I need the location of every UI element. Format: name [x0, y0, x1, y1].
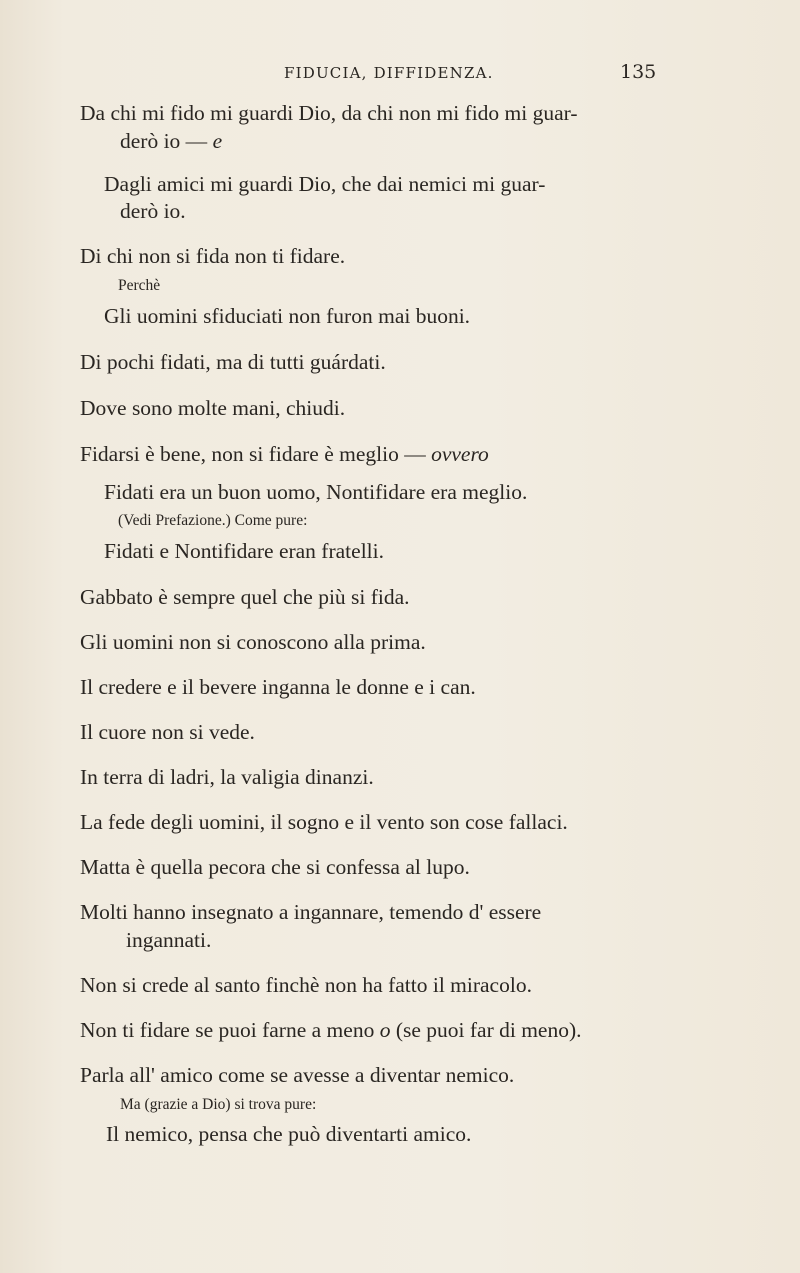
editorial-note: Perchè: [118, 277, 161, 294]
proverb-text: Non ti fidare se puoi farne a meno: [80, 1018, 380, 1042]
proverb-line: Non si crede al santo finchè non ha fatto il miracolo.: [80, 973, 532, 997]
proverb-text: Fidarsi è bene, non si fidare è meglio —: [80, 442, 432, 466]
proverb-line: In terra di ladri, la valigia dinanzi.: [80, 765, 374, 789]
proverb-line: La fede degli uomini, il sogno e il vento son cose fallaci.: [80, 810, 568, 834]
running-header: [0, 61, 800, 88]
connector-word: ovvero: [431, 442, 489, 466]
proverb-line: Dagli amici mi guardi Dio, che dai nemici mi guar-: [104, 172, 546, 196]
proverb-text: (se puoi far di meno).: [390, 1018, 582, 1042]
proverb-line: Parla all' amico come se avesse a diventar nemico.: [80, 1063, 515, 1087]
proverb-line: Fidati e Nontifidare eran fratelli.: [104, 539, 384, 563]
proverb-line: Gli uomini non si conoscono alla prima.: [80, 630, 426, 654]
proverb-line: [120, 129, 222, 154]
page-number: 135: [620, 61, 657, 83]
proverb-line: Matta è quella pecora che si confessa al lupo.: [80, 855, 470, 879]
header-title: FIDUCIA, DIFFIDENZA.: [284, 64, 494, 82]
proverb-line: Dove sono molte mani, chiudi.: [80, 396, 346, 420]
proverb-line: Di pochi fidati, ma di tutti guárdati.: [80, 350, 386, 374]
proverb-line: Il cuore non si vede.: [80, 720, 255, 744]
proverb-line: Molti hanno insegnato a ingannare, temendo d' essere: [80, 900, 542, 924]
editorial-note: Ma (grazie a Dio) si trova pure:: [120, 1096, 317, 1113]
proverb-line: derò io.: [120, 199, 186, 223]
proverb-line: Gabbato è sempre quel che più si fida.: [80, 585, 410, 609]
proverb-line: [80, 442, 489, 467]
proverb-line: Di chi non si fida non ti fidare.: [80, 244, 346, 268]
connector-word: o: [379, 1018, 391, 1042]
proverb-line: Il credere e il bevere inganna le donne e i can.: [80, 675, 476, 699]
proverb-line: Il nemico, pensa che può diventarti amico.: [106, 1122, 472, 1146]
proverb-line: Fidati era un buon uomo, Nontifidare era meglio.: [104, 480, 528, 504]
proverb-line: [80, 1018, 582, 1043]
proverb-line: ingannati.: [126, 928, 212, 952]
connector-word: e: [212, 129, 223, 153]
proverb-text: derò io —: [120, 129, 213, 153]
editorial-note: (Vedi Prefazione.) Come pure:: [118, 512, 308, 529]
proverb-line: Gli uomini sfiduciati non furon mai buoni.: [104, 304, 471, 328]
proverb-line: Da chi mi fido mi guardi Dio, da chi non mi fido mi guar-: [80, 101, 578, 125]
